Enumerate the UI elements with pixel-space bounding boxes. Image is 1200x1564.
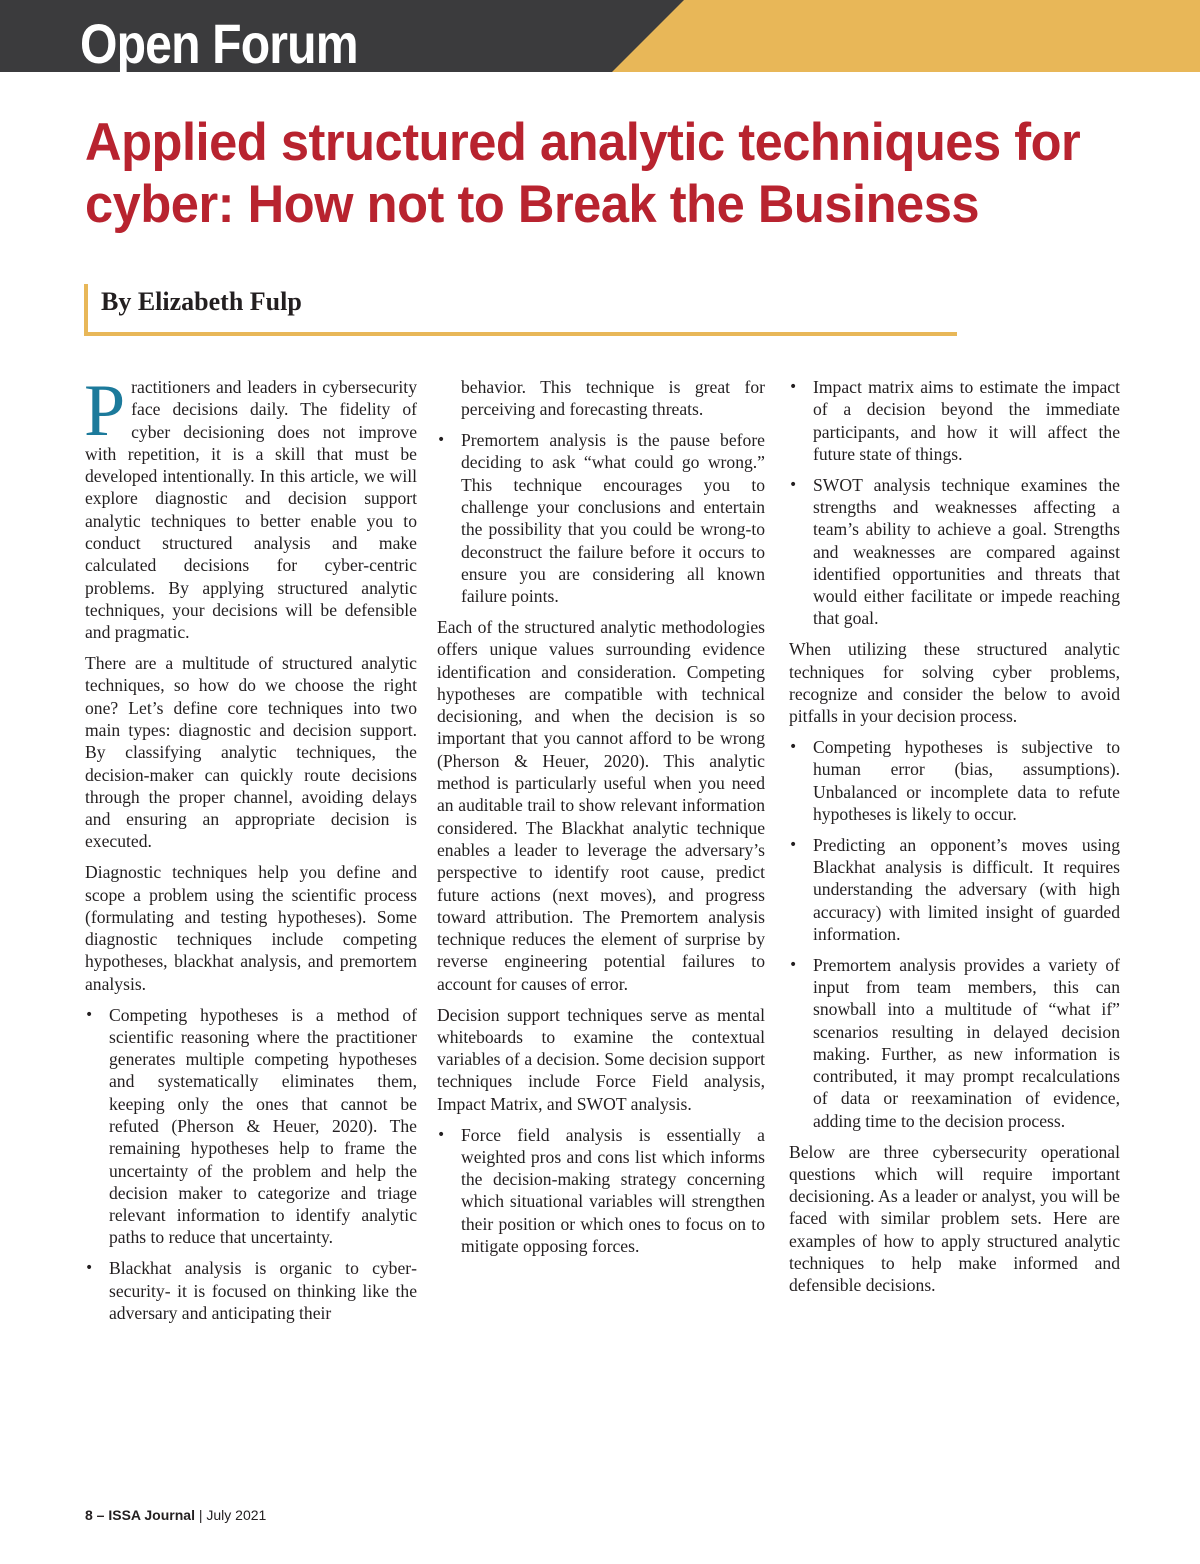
column-3 [789, 376, 1120, 1305]
paragraph: Decision support techniques serve as mental whiteboards to examine the contextual variables of a decision. Some decision support techniques include Force Field analysis, Impact Matrix, and SWOT analysis. [437, 1004, 765, 1114]
bullet-item: • Premortem analysis provides a variety of input from team members, this can snowball into a multitude of “what if” scenarios resulting in delayed decision making. Further, as new information is contributed, it may prompt recalculations of data or reexamination of evidence, adding time to the decision process. [789, 954, 1120, 1132]
bullet-item: • Predicting an opponent’s moves using Blackhat analysis is difficult. It requires understanding the adversary (with high accuracy) with limited insight of guarded information. [789, 834, 1120, 945]
footer-separator: | [194, 1507, 207, 1523]
paragraph: Each of the structured analytic methodologies offers unique values surrounding evidence identification and consideration. Competing hypotheses are compatible with technical decisioning, and when the decision is so important that you cannot afford to be wrong (Pherson & Heuer, 2020). This analytic method is particularly useful when you need an auditable trail to show relevant information considered. The Blackhat analytic technique enables a leader to leverage the adversary’s perspective to identify root cause, predict future actions (next moves), and progress toward attribution. The Premortem analysis technique reduces the element of surprise by reverse engineering potential failures to account for causes of error. [437, 616, 765, 994]
paragraph-text: ractitioners and leaders in cybersecurity face decisions daily. The fidelity of cyber decisioning does not improve with repetition, it is a skill that must be developed intentionally. In this article, we will explore diagnostic and decision support analytic techniques to better enable you to conduct structured analysis and make calculated decisions for cyber-centric problems. By applying structured analytic techniques, your decisions will be defensible and pragmatic. [85, 377, 417, 643]
header-gold-band [612, 0, 1200, 72]
bullet-list [437, 1124, 765, 1258]
paragraph: There are a multitude of structured analytic techniques, so how do we choose the right one? Let’s define core techniques into two main types: diagnostic and decision support. By classifying analytic techniques, the decision-maker can quickly route decisions through the proper channel, avoiding delays and ensuring an appropriate decision is executed. [85, 653, 417, 852]
byline-left-rule [84, 284, 88, 336]
section-title: Open Forum [80, 12, 358, 75]
footer-page-label: 8 – ISSA Journal [85, 1507, 195, 1523]
bullet-item: • Competing hypotheses is subjective to human error (bias, assumptions). Unbalanced or incomplete data to refute hypotheses is likely to occur. [789, 736, 1120, 825]
bullet-item: • Premortem analysis is the pause before deciding to ask “what could go wrong.” This technique encourages you to challenge your conclusions and entertain the possibility that you could be wrong-to deconstruct the failure before it occurs to ensure you are considering all known failure points. [437, 429, 765, 607]
page-footer [85, 1506, 266, 1524]
paragraph: Diagnostic techniques help you define and scope a problem using the scientific process (formulating and testing hypotheses). Some diagnostic techniques include competing hypotheses, blackhat analysis, and premortem analysis. [85, 862, 417, 994]
bullet-item: • Force field analysis is essentially a weighted pros and cons list which informs the decision-making strategy concerning which situational variables will strengthen their position or which ones to focus on to mitigate opposing forces. [437, 1124, 765, 1258]
bullet-list-continued [437, 376, 765, 421]
paragraph: When utilizing these structured analytic techniques for solving cyber problems, recognize and consider the below to avoid pitfalls in your decision process. [789, 639, 1120, 727]
footer-issue-date: July 2021 [206, 1507, 267, 1523]
bullet-list [85, 1004, 417, 1325]
drop-cap: P [84, 370, 126, 452]
paragraph: Below are three cybersecurity operational questions which will require important decisioning. As a leader or analyst, you will be faced with similar problem sets. Here are examples of how to apply structured analytic techniques to help make informed and defensible decisions. [789, 1141, 1120, 1296]
bullet-item-continued: behavior. This technique is great for perceiving and forecasting threats. [461, 377, 765, 420]
article-title: Applied structured analytic techniques for cyber: How not to Break the Business [85, 113, 1081, 234]
bullet-list [789, 736, 1120, 1132]
byline-bottom-rule [84, 332, 957, 336]
bullet-item: • Blackhat analysis is organic to cybersecurity- it is focused on thinking like the adversary and anticipating their [85, 1257, 417, 1324]
byline-block [84, 284, 957, 338]
bullet-item: • Competing hypotheses is a method of scientific reasoning where the practitioner generates multiple competing hypotheses and systematically eliminates them, keeping only the ones that cannot be refuted (Pherson & Heuer, 2020). The remaining hypotheses help to frame the uncertainty of the problem and help the decision maker to categorize and triage relevant information to identify analytic paths to reduce that uncertainty. [85, 1004, 417, 1249]
column-1 [84, 370, 417, 1333]
byline: By Elizabeth Fulp [101, 287, 302, 316]
paragraph [84, 370, 417, 644]
bullet-item: • Impact matrix aims to estimate the impact of a decision beyond the immediate participants, and how it will affect the future state of things. [789, 376, 1120, 465]
bullet-item: • SWOT analysis technique examines the strengths and weaknesses affecting a team’s ability to achieve a goal. Strengths and weaknesses are compared against identified opportunities and threats that would either facilitate or impede reaching that goal. [789, 474, 1120, 630]
column-2 [437, 376, 765, 1266]
bullet-list [789, 376, 1120, 630]
bullet-list [437, 429, 765, 607]
